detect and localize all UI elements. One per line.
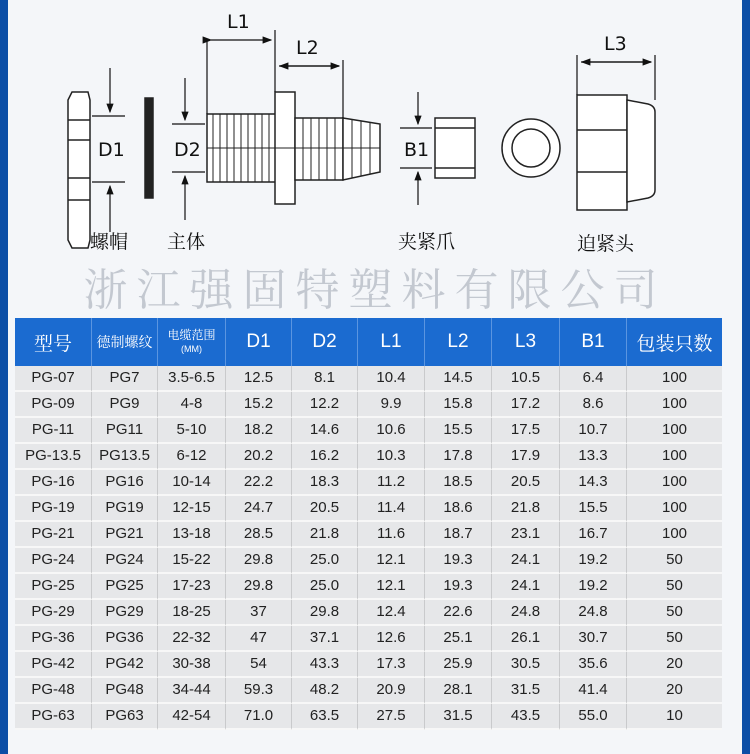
table-cell: PG21 (92, 522, 158, 548)
table-cell: 100 (627, 522, 722, 548)
table-row (15, 678, 722, 704)
table-cell: 14.6 (292, 418, 358, 444)
table-cell: 28.1 (425, 678, 492, 704)
table-cell: 15.2 (226, 392, 292, 418)
table-cell: 6.4 (560, 366, 627, 392)
table-cell: 16.7 (560, 522, 627, 548)
table-cell: PG-48 (15, 678, 92, 704)
table-cell: 41.4 (560, 678, 627, 704)
table-cell: 29.8 (292, 600, 358, 626)
table-cell: 11.4 (358, 496, 425, 522)
table-cell: PG13.5 (92, 444, 158, 470)
table-row (15, 626, 722, 652)
table-cell: 17.9 (492, 444, 560, 470)
table-cell: 31.5 (492, 678, 560, 704)
dim-label-l3: L3 (604, 33, 627, 55)
table-cell: 50 (627, 626, 722, 652)
table-cell: 13.3 (560, 444, 627, 470)
table-cell: 10.5 (492, 366, 560, 392)
table-row (15, 600, 722, 626)
table-cell: 30-38 (158, 652, 226, 678)
table-cell: 27.5 (358, 704, 425, 730)
table-cell: 18.3 (292, 470, 358, 496)
table-cell: 16.2 (292, 444, 358, 470)
table-cell: 43.3 (292, 652, 358, 678)
table-cell: 25.1 (425, 626, 492, 652)
table-cell: 8.1 (292, 366, 358, 392)
dim-label-l1: L1 (227, 11, 250, 33)
table-cell: 20.9 (358, 678, 425, 704)
table-cell: PG-36 (15, 626, 92, 652)
table-cell: PG36 (92, 626, 158, 652)
dim-label-d2: D2 (174, 139, 201, 161)
table-cell: 12.6 (358, 626, 425, 652)
table-cell: PG-16 (15, 470, 92, 496)
table-cell: 34-44 (158, 678, 226, 704)
table-cell: 24.7 (226, 496, 292, 522)
table-row (15, 574, 722, 600)
table-cell: 22.2 (226, 470, 292, 496)
table-cell: 29.8 (226, 574, 292, 600)
table-cell: PG7 (92, 366, 158, 392)
table-cell: PG-63 (15, 704, 92, 730)
spec-table (15, 318, 722, 730)
table-cell: PG-11 (15, 418, 92, 444)
table-cell: 9.9 (358, 392, 425, 418)
table-cell: PG24 (92, 548, 158, 574)
table-cell: PG-21 (15, 522, 92, 548)
table-row (15, 418, 722, 444)
table-cell: 19.3 (425, 574, 492, 600)
table-cell: 29.8 (226, 548, 292, 574)
table-cell: 15.5 (425, 418, 492, 444)
nut-drawing (68, 92, 90, 248)
table-cell: PG42 (92, 652, 158, 678)
table-row (15, 470, 722, 496)
table-cell: 18.7 (425, 522, 492, 548)
table-row (15, 652, 722, 678)
table-cell: 21.8 (492, 496, 560, 522)
table-cell: 15-22 (158, 548, 226, 574)
part-label-nut: 螺帽 (90, 231, 129, 253)
table-cell: PG29 (92, 600, 158, 626)
table-cell: 18.5 (425, 470, 492, 496)
table-row (15, 392, 722, 418)
table-cell: 10.4 (358, 366, 425, 392)
table-cell: 18.6 (425, 496, 492, 522)
part-label-claw: 夹紧爪 (398, 231, 456, 253)
table-cell: 8.6 (560, 392, 627, 418)
table-cell: 42-54 (158, 704, 226, 730)
header-l3: L3 (492, 318, 560, 366)
table-cell: 10.3 (358, 444, 425, 470)
table-cell: 20.2 (226, 444, 292, 470)
table-cell: PG-07 (15, 366, 92, 392)
table-cell: 5-10 (158, 418, 226, 444)
table-cell: 4-8 (158, 392, 226, 418)
table-cell: PG-42 (15, 652, 92, 678)
part-label-dome-nut: 迫紧头 (577, 233, 635, 255)
table-cell: 21.8 (292, 522, 358, 548)
table-cell: 50 (627, 548, 722, 574)
table-cell: PG-13.5 (15, 444, 92, 470)
table-cell: 30.5 (492, 652, 560, 678)
table-cell: 22-32 (158, 626, 226, 652)
table-cell: 30.7 (560, 626, 627, 652)
table-cell: 13-18 (158, 522, 226, 548)
table-row (15, 548, 722, 574)
table-cell: 15.5 (560, 496, 627, 522)
dim-label-b1: B1 (404, 139, 430, 161)
table-cell: 12.2 (292, 392, 358, 418)
table-cell: 50 (627, 574, 722, 600)
table-cell: 12.1 (358, 574, 425, 600)
table-cell: 25.0 (292, 574, 358, 600)
table-cell: 19.2 (560, 574, 627, 600)
table-cell: 12.4 (358, 600, 425, 626)
dim-label-l2: L2 (296, 37, 319, 59)
table-cell: 20.5 (292, 496, 358, 522)
table-cell: 37 (226, 600, 292, 626)
seal-ring-drawing (145, 98, 153, 198)
table-cell: PG16 (92, 470, 158, 496)
table-cell: 11.6 (358, 522, 425, 548)
table-cell: 3.5-6.5 (158, 366, 226, 392)
table-cell: 20 (627, 678, 722, 704)
header-d1: D1 (226, 318, 292, 366)
table-cell: 54 (226, 652, 292, 678)
table-cell: 19.2 (560, 548, 627, 574)
table-cell: PG-24 (15, 548, 92, 574)
table-cell: 100 (627, 392, 722, 418)
header-l2: L2 (425, 318, 492, 366)
table-cell: 26.1 (492, 626, 560, 652)
table-cell: 47 (226, 626, 292, 652)
table-cell: 14.3 (560, 470, 627, 496)
table-cell: 37.1 (292, 626, 358, 652)
table-cell: 24.1 (492, 574, 560, 600)
body-drawing (207, 92, 380, 204)
table-cell: PG48 (92, 678, 158, 704)
table-cell: 12.5 (226, 366, 292, 392)
header-cable-range (158, 318, 226, 366)
table-cell: 31.5 (425, 704, 492, 730)
table-cell: 10.6 (358, 418, 425, 444)
table-cell: 100 (627, 418, 722, 444)
part-label-body: 主体 (167, 231, 206, 253)
table-cell: 12.1 (358, 548, 425, 574)
table-header-row (15, 318, 722, 366)
table-cell: 100 (627, 470, 722, 496)
table-cell: PG-29 (15, 600, 92, 626)
table-cell: 25.9 (425, 652, 492, 678)
table-cell: 6-12 (158, 444, 226, 470)
table-row (15, 366, 722, 392)
watermark: 浙江强固特塑料有限公司 (83, 265, 667, 316)
table-cell: 14.5 (425, 366, 492, 392)
header-model: 型号 (15, 318, 92, 366)
dome-nut-drawing (577, 95, 655, 210)
header-d2: D2 (292, 318, 358, 366)
table-cell: PG11 (92, 418, 158, 444)
cable-range-label: 电缆范围 (167, 328, 216, 342)
table-cell: 20 (627, 652, 722, 678)
header-l1: L1 (358, 318, 425, 366)
table-row (15, 496, 722, 522)
table-cell: 17.8 (425, 444, 492, 470)
table-cell: PG-19 (15, 496, 92, 522)
header-thread: 德制螺纹 (92, 318, 158, 366)
table-cell: 43.5 (492, 704, 560, 730)
cable-range-unit: (MM) (181, 344, 202, 354)
table-cell: 100 (627, 496, 722, 522)
header-pack-qty: 包装只数 (627, 318, 722, 366)
table-cell: 17.3 (358, 652, 425, 678)
table-cell: PG63 (92, 704, 158, 730)
table-cell: 100 (627, 366, 722, 392)
table-cell: 50 (627, 600, 722, 626)
table-cell: 24.1 (492, 548, 560, 574)
table-cell: 48.2 (292, 678, 358, 704)
table-cell: 59.3 (226, 678, 292, 704)
table-cell: 20.5 (492, 470, 560, 496)
table-cell: 18.2 (226, 418, 292, 444)
table-cell: 19.3 (425, 548, 492, 574)
table-row (15, 704, 722, 730)
table-cell: 25.0 (292, 548, 358, 574)
table-cell: 17.5 (492, 418, 560, 444)
table-cell: 24.8 (492, 600, 560, 626)
table-cell: PG19 (92, 496, 158, 522)
cable-gland-diagram (0, 0, 750, 265)
table-cell: 71.0 (226, 704, 292, 730)
table-cell: 23.1 (492, 522, 560, 548)
table-cell: 10.7 (560, 418, 627, 444)
table-cell: 28.5 (226, 522, 292, 548)
table-cell: 63.5 (292, 704, 358, 730)
table-cell: PG-25 (15, 574, 92, 600)
table-cell: 10-14 (158, 470, 226, 496)
table-cell: 11.2 (358, 470, 425, 496)
table-cell: 22.6 (425, 600, 492, 626)
table-cell: 35.6 (560, 652, 627, 678)
table-cell: PG25 (92, 574, 158, 600)
table-cell: PG9 (92, 392, 158, 418)
table-cell: 100 (627, 444, 722, 470)
table-cell: 18-25 (158, 600, 226, 626)
table-cell: 15.8 (425, 392, 492, 418)
table-cell: 17.2 (492, 392, 560, 418)
table-cell: 12-15 (158, 496, 226, 522)
table-cell: 55.0 (560, 704, 627, 730)
claw-drawing (435, 118, 475, 178)
table-cell: 24.8 (560, 600, 627, 626)
header-b1: B1 (560, 318, 627, 366)
table-cell: 10 (627, 704, 722, 730)
table-row (15, 522, 722, 548)
dim-label-d1: D1 (98, 139, 125, 161)
table-cell: PG-09 (15, 392, 92, 418)
table-cell: 17-23 (158, 574, 226, 600)
table-row (15, 444, 722, 470)
